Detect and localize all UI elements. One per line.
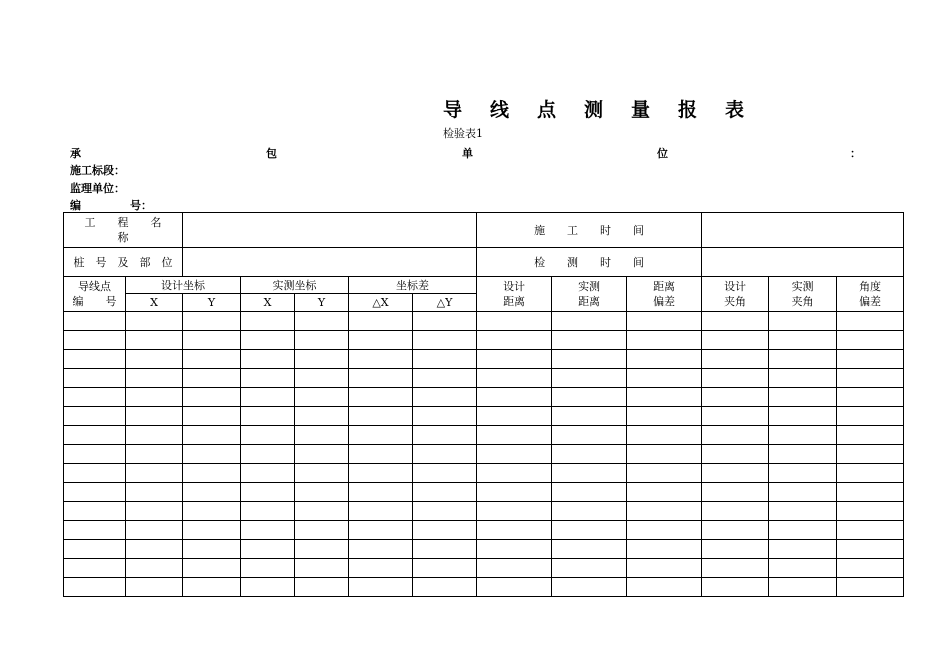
header-line: 偏差 [653, 295, 676, 308]
inspection-time-value[interactable] [702, 248, 904, 277]
table-cell[interactable] [477, 464, 552, 483]
table-cell[interactable] [552, 521, 627, 540]
table-cell[interactable] [702, 502, 769, 521]
header-line: 偏差 [859, 295, 882, 308]
table-cell[interactable] [349, 559, 413, 578]
header-line: 实测 [578, 280, 601, 293]
form-code: 检验表1 [443, 127, 483, 140]
table-cell[interactable] [702, 312, 769, 331]
table-cell[interactable] [241, 312, 295, 331]
table-cell[interactable] [349, 388, 413, 407]
table-cell[interactable] [64, 540, 126, 559]
table-cell[interactable] [295, 407, 349, 426]
angle-deviation-header [837, 277, 904, 312]
table-cell[interactable] [126, 483, 183, 502]
table-cell[interactable] [702, 559, 769, 578]
table-cell[interactable] [837, 559, 904, 578]
table-cell[interactable] [837, 483, 904, 502]
station-part-label: 桩 号 及 部 位 [64, 248, 183, 277]
table-cell[interactable] [702, 540, 769, 559]
table-cell[interactable] [477, 445, 552, 464]
design-coord-header: 设计坐标 [126, 277, 241, 294]
table-cell[interactable] [349, 331, 413, 350]
station-part-value[interactable] [183, 248, 477, 277]
table-cell[interactable] [241, 388, 295, 407]
table-cell[interactable] [183, 578, 241, 597]
table-cell[interactable] [552, 502, 627, 521]
table-cell[interactable] [413, 369, 477, 388]
table-cell[interactable] [552, 540, 627, 559]
table-cell[interactable] [702, 483, 769, 502]
table-cell[interactable] [295, 540, 349, 559]
table-cell[interactable] [837, 407, 904, 426]
table-cell[interactable] [349, 578, 413, 597]
table-cell[interactable] [349, 521, 413, 540]
table-cell[interactable] [552, 407, 627, 426]
table-cell[interactable] [126, 445, 183, 464]
project-name-label-line1: 工 程 名 [84, 216, 162, 229]
table-cell[interactable] [769, 502, 837, 521]
table-cell[interactable] [477, 559, 552, 578]
table-cell[interactable] [552, 388, 627, 407]
table-cell[interactable] [183, 445, 241, 464]
table-cell[interactable] [64, 312, 126, 331]
table-cell[interactable] [241, 464, 295, 483]
data-rows [64, 312, 904, 597]
table-cell[interactable] [837, 464, 904, 483]
table-cell[interactable] [702, 350, 769, 369]
table-cell[interactable] [241, 369, 295, 388]
inspection-time-label: 检 测 时 间 [477, 248, 702, 277]
table-cell[interactable] [477, 388, 552, 407]
table-row [64, 331, 904, 350]
table-cell[interactable] [702, 426, 769, 445]
table-cell[interactable] [295, 521, 349, 540]
contractor-label-char: 包 [266, 147, 277, 160]
table-cell[interactable] [349, 407, 413, 426]
table-cell[interactable] [769, 426, 837, 445]
table-cell[interactable] [477, 540, 552, 559]
title-char: 线 [490, 99, 510, 121]
header-line: 设计 [724, 280, 747, 293]
contractor-label-char: 单 [462, 147, 473, 160]
point-number-header-line2: 编 号 [72, 295, 117, 308]
contractor-label-char: ： [850, 147, 861, 160]
table-cell[interactable] [413, 312, 477, 331]
construction-time-label: 施 工 时 间 [477, 213, 702, 248]
table-cell[interactable] [126, 464, 183, 483]
table-cell[interactable] [702, 445, 769, 464]
table-row [64, 350, 904, 369]
section-label: 施工标段： [70, 164, 125, 177]
table-cell[interactable] [769, 407, 837, 426]
table-cell[interactable] [837, 502, 904, 521]
title-char: 点 [537, 99, 557, 121]
table-cell[interactable] [769, 369, 837, 388]
table-cell[interactable] [413, 445, 477, 464]
table-cell[interactable] [349, 502, 413, 521]
title-char: 表 [725, 99, 745, 121]
table-cell[interactable] [349, 445, 413, 464]
table-cell[interactable] [413, 578, 477, 597]
table-cell[interactable] [552, 559, 627, 578]
measured-distance-header [552, 277, 627, 312]
table-row [64, 312, 904, 331]
table-cell[interactable] [837, 331, 904, 350]
table-row [64, 559, 904, 578]
table-cell[interactable] [627, 559, 702, 578]
table-cell[interactable] [295, 464, 349, 483]
table-cell[interactable] [126, 426, 183, 445]
table-row [64, 369, 904, 388]
table-cell[interactable] [183, 407, 241, 426]
table-row [64, 521, 904, 540]
contractor-label-char: 位 [657, 147, 668, 160]
table-cell[interactable] [413, 407, 477, 426]
table-cell[interactable] [477, 312, 552, 331]
table-cell[interactable] [64, 464, 126, 483]
table-cell[interactable] [413, 483, 477, 502]
table-cell[interactable] [769, 540, 837, 559]
table-cell[interactable] [769, 350, 837, 369]
table-cell[interactable] [241, 350, 295, 369]
table-cell[interactable] [702, 331, 769, 350]
table-row [64, 426, 904, 445]
table-cell[interactable] [126, 388, 183, 407]
table-cell[interactable] [627, 407, 702, 426]
table-cell[interactable] [126, 369, 183, 388]
table-cell[interactable] [769, 445, 837, 464]
table-cell[interactable] [413, 540, 477, 559]
table-cell[interactable] [349, 369, 413, 388]
table-cell[interactable] [241, 445, 295, 464]
table-cell[interactable] [552, 445, 627, 464]
table-cell[interactable] [702, 464, 769, 483]
table-cell[interactable] [769, 464, 837, 483]
table-cell[interactable] [64, 483, 126, 502]
table-cell[interactable] [64, 559, 126, 578]
table-cell[interactable] [349, 464, 413, 483]
table-cell[interactable] [295, 559, 349, 578]
table-cell[interactable] [552, 483, 627, 502]
table-cell[interactable] [552, 426, 627, 445]
table-row [64, 464, 904, 483]
table-row [64, 388, 904, 407]
table-cell[interactable] [349, 540, 413, 559]
table-cell[interactable] [64, 521, 126, 540]
table-cell[interactable] [627, 445, 702, 464]
table-cell[interactable] [769, 559, 837, 578]
table-cell[interactable] [183, 312, 241, 331]
table-cell[interactable] [702, 521, 769, 540]
table-cell[interactable] [241, 559, 295, 578]
table-cell[interactable] [126, 350, 183, 369]
table-cell[interactable] [627, 350, 702, 369]
table-cell[interactable] [477, 331, 552, 350]
table-cell[interactable] [627, 331, 702, 350]
table-cell[interactable] [769, 483, 837, 502]
header-line: 夹角 [724, 295, 747, 308]
table-cell[interactable] [349, 483, 413, 502]
table-cell[interactable] [64, 578, 126, 597]
table-cell[interactable] [413, 502, 477, 521]
table-cell[interactable] [126, 578, 183, 597]
measured-y-header: Y [295, 294, 349, 312]
table-cell[interactable] [241, 502, 295, 521]
table-cell[interactable] [477, 407, 552, 426]
table-cell[interactable] [627, 540, 702, 559]
table-cell[interactable] [477, 578, 552, 597]
header-line: 夹角 [791, 295, 814, 308]
header-line: 设计 [503, 280, 526, 293]
measured-angle-header [769, 277, 837, 312]
construction-time-value[interactable] [702, 213, 904, 248]
report-title [443, 95, 772, 122]
point-number-header-line1: 导线点 [78, 280, 111, 293]
table-cell[interactable] [627, 312, 702, 331]
table-cell[interactable] [183, 559, 241, 578]
table-cell[interactable] [241, 483, 295, 502]
table-cell[interactable] [349, 426, 413, 445]
number-label-a: 编 [70, 199, 81, 212]
table-cell[interactable] [241, 426, 295, 445]
design-angle-header [702, 277, 769, 312]
table-cell[interactable] [702, 388, 769, 407]
header-line: 距离 [503, 295, 526, 308]
table-cell[interactable] [241, 578, 295, 597]
table-cell[interactable] [349, 312, 413, 331]
header-line: 实测 [791, 280, 814, 293]
table-cell[interactable] [837, 521, 904, 540]
table-cell[interactable] [413, 464, 477, 483]
table-cell[interactable] [413, 388, 477, 407]
table-cell[interactable] [295, 483, 349, 502]
coord-diff-header: 坐标差 [349, 277, 477, 294]
table-cell[interactable] [64, 369, 126, 388]
table-cell[interactable] [413, 331, 477, 350]
table-cell[interactable] [627, 426, 702, 445]
table-cell[interactable] [183, 483, 241, 502]
table-cell[interactable] [413, 559, 477, 578]
table-cell[interactable] [64, 502, 126, 521]
table-cell[interactable] [627, 369, 702, 388]
table-cell[interactable] [241, 331, 295, 350]
table-cell[interactable] [552, 331, 627, 350]
table-cell[interactable] [295, 502, 349, 521]
table-cell[interactable] [64, 407, 126, 426]
table-cell[interactable] [552, 369, 627, 388]
title-char: 测 [584, 99, 604, 121]
table-row [64, 407, 904, 426]
table-cell[interactable] [837, 578, 904, 597]
table-cell[interactable] [769, 521, 837, 540]
measured-coord-header: 实测坐标 [241, 277, 349, 294]
table-cell[interactable] [64, 426, 126, 445]
table-cell[interactable] [769, 331, 837, 350]
table-cell[interactable] [183, 388, 241, 407]
table-cell[interactable] [126, 502, 183, 521]
table-cell[interactable] [837, 445, 904, 464]
table-cell[interactable] [477, 369, 552, 388]
table-cell[interactable] [295, 445, 349, 464]
table-cell[interactable] [552, 312, 627, 331]
table-cell[interactable] [349, 350, 413, 369]
table-cell[interactable] [702, 369, 769, 388]
contractor-row [0, 145, 950, 159]
table-cell[interactable] [64, 445, 126, 464]
header-line: 角度 [859, 280, 882, 293]
table-cell[interactable] [183, 540, 241, 559]
design-distance-header [477, 277, 552, 312]
table-cell[interactable] [64, 331, 126, 350]
table-cell[interactable] [769, 388, 837, 407]
table-cell[interactable] [477, 426, 552, 445]
table-cell[interactable] [183, 521, 241, 540]
table-cell[interactable] [477, 521, 552, 540]
table-cell[interactable] [837, 369, 904, 388]
table-cell[interactable] [627, 521, 702, 540]
table-cell[interactable] [295, 578, 349, 597]
table-cell[interactable] [126, 407, 183, 426]
table-cell[interactable] [627, 578, 702, 597]
table-cell[interactable] [126, 521, 183, 540]
table-row [64, 540, 904, 559]
table-cell[interactable] [295, 369, 349, 388]
table-cell[interactable] [126, 312, 183, 331]
table-cell[interactable] [295, 331, 349, 350]
table-cell[interactable] [769, 578, 837, 597]
table-cell[interactable] [241, 521, 295, 540]
table-cell[interactable] [126, 331, 183, 350]
table-cell[interactable] [126, 540, 183, 559]
table-cell[interactable] [627, 502, 702, 521]
table-cell[interactable] [295, 350, 349, 369]
table-cell[interactable] [627, 483, 702, 502]
project-name-label [64, 213, 183, 248]
table-cell[interactable] [183, 502, 241, 521]
distance-deviation-header [627, 277, 702, 312]
survey-report-table [63, 212, 904, 597]
header-line: 距离 [653, 280, 676, 293]
table-cell[interactable] [413, 426, 477, 445]
table-cell[interactable] [413, 521, 477, 540]
table-cell[interactable] [837, 426, 904, 445]
table-cell[interactable] [241, 540, 295, 559]
supervisor-label: 监理单位： [70, 182, 125, 195]
project-name-label-line2: 称 [117, 231, 129, 244]
table-cell[interactable] [183, 464, 241, 483]
table-cell[interactable] [552, 350, 627, 369]
table-cell[interactable] [837, 388, 904, 407]
table-cell[interactable] [295, 388, 349, 407]
table-cell[interactable] [183, 350, 241, 369]
table-cell[interactable] [702, 578, 769, 597]
design-x-header: X [126, 294, 183, 312]
table-cell[interactable] [837, 540, 904, 559]
point-number-header [64, 277, 126, 312]
design-y-header: Y [183, 294, 241, 312]
table-cell[interactable] [295, 312, 349, 331]
delta-x-header: △X [349, 294, 413, 312]
table-cell[interactable] [295, 426, 349, 445]
table-cell[interactable] [413, 350, 477, 369]
table-cell[interactable] [627, 464, 702, 483]
table-cell[interactable] [183, 369, 241, 388]
table-row [64, 578, 904, 597]
table-cell[interactable] [64, 388, 126, 407]
contractor-label-char: 承 [70, 147, 81, 160]
table-cell[interactable] [837, 312, 904, 331]
measured-x-header: X [241, 294, 295, 312]
table-cell[interactable] [552, 578, 627, 597]
title-char: 导 [443, 99, 463, 121]
table-cell[interactable] [769, 312, 837, 331]
table-cell[interactable] [64, 350, 126, 369]
delta-y-header: △Y [413, 294, 477, 312]
table-row [64, 483, 904, 502]
table-cell[interactable] [241, 407, 295, 426]
table-row [64, 502, 904, 521]
table-cell[interactable] [126, 559, 183, 578]
table-cell[interactable] [183, 331, 241, 350]
table-row [64, 445, 904, 464]
project-name-value[interactable] [183, 213, 477, 248]
title-char: 报 [678, 99, 698, 121]
table-cell[interactable] [702, 407, 769, 426]
table-cell[interactable] [477, 502, 552, 521]
table-cell[interactable] [477, 350, 552, 369]
table-cell[interactable] [627, 388, 702, 407]
table-cell[interactable] [837, 350, 904, 369]
table-cell[interactable] [477, 483, 552, 502]
number-label-b: 号： [130, 199, 152, 212]
title-char: 量 [631, 99, 651, 121]
header-line: 距离 [578, 295, 601, 308]
table-cell[interactable] [552, 464, 627, 483]
table-cell[interactable] [183, 426, 241, 445]
